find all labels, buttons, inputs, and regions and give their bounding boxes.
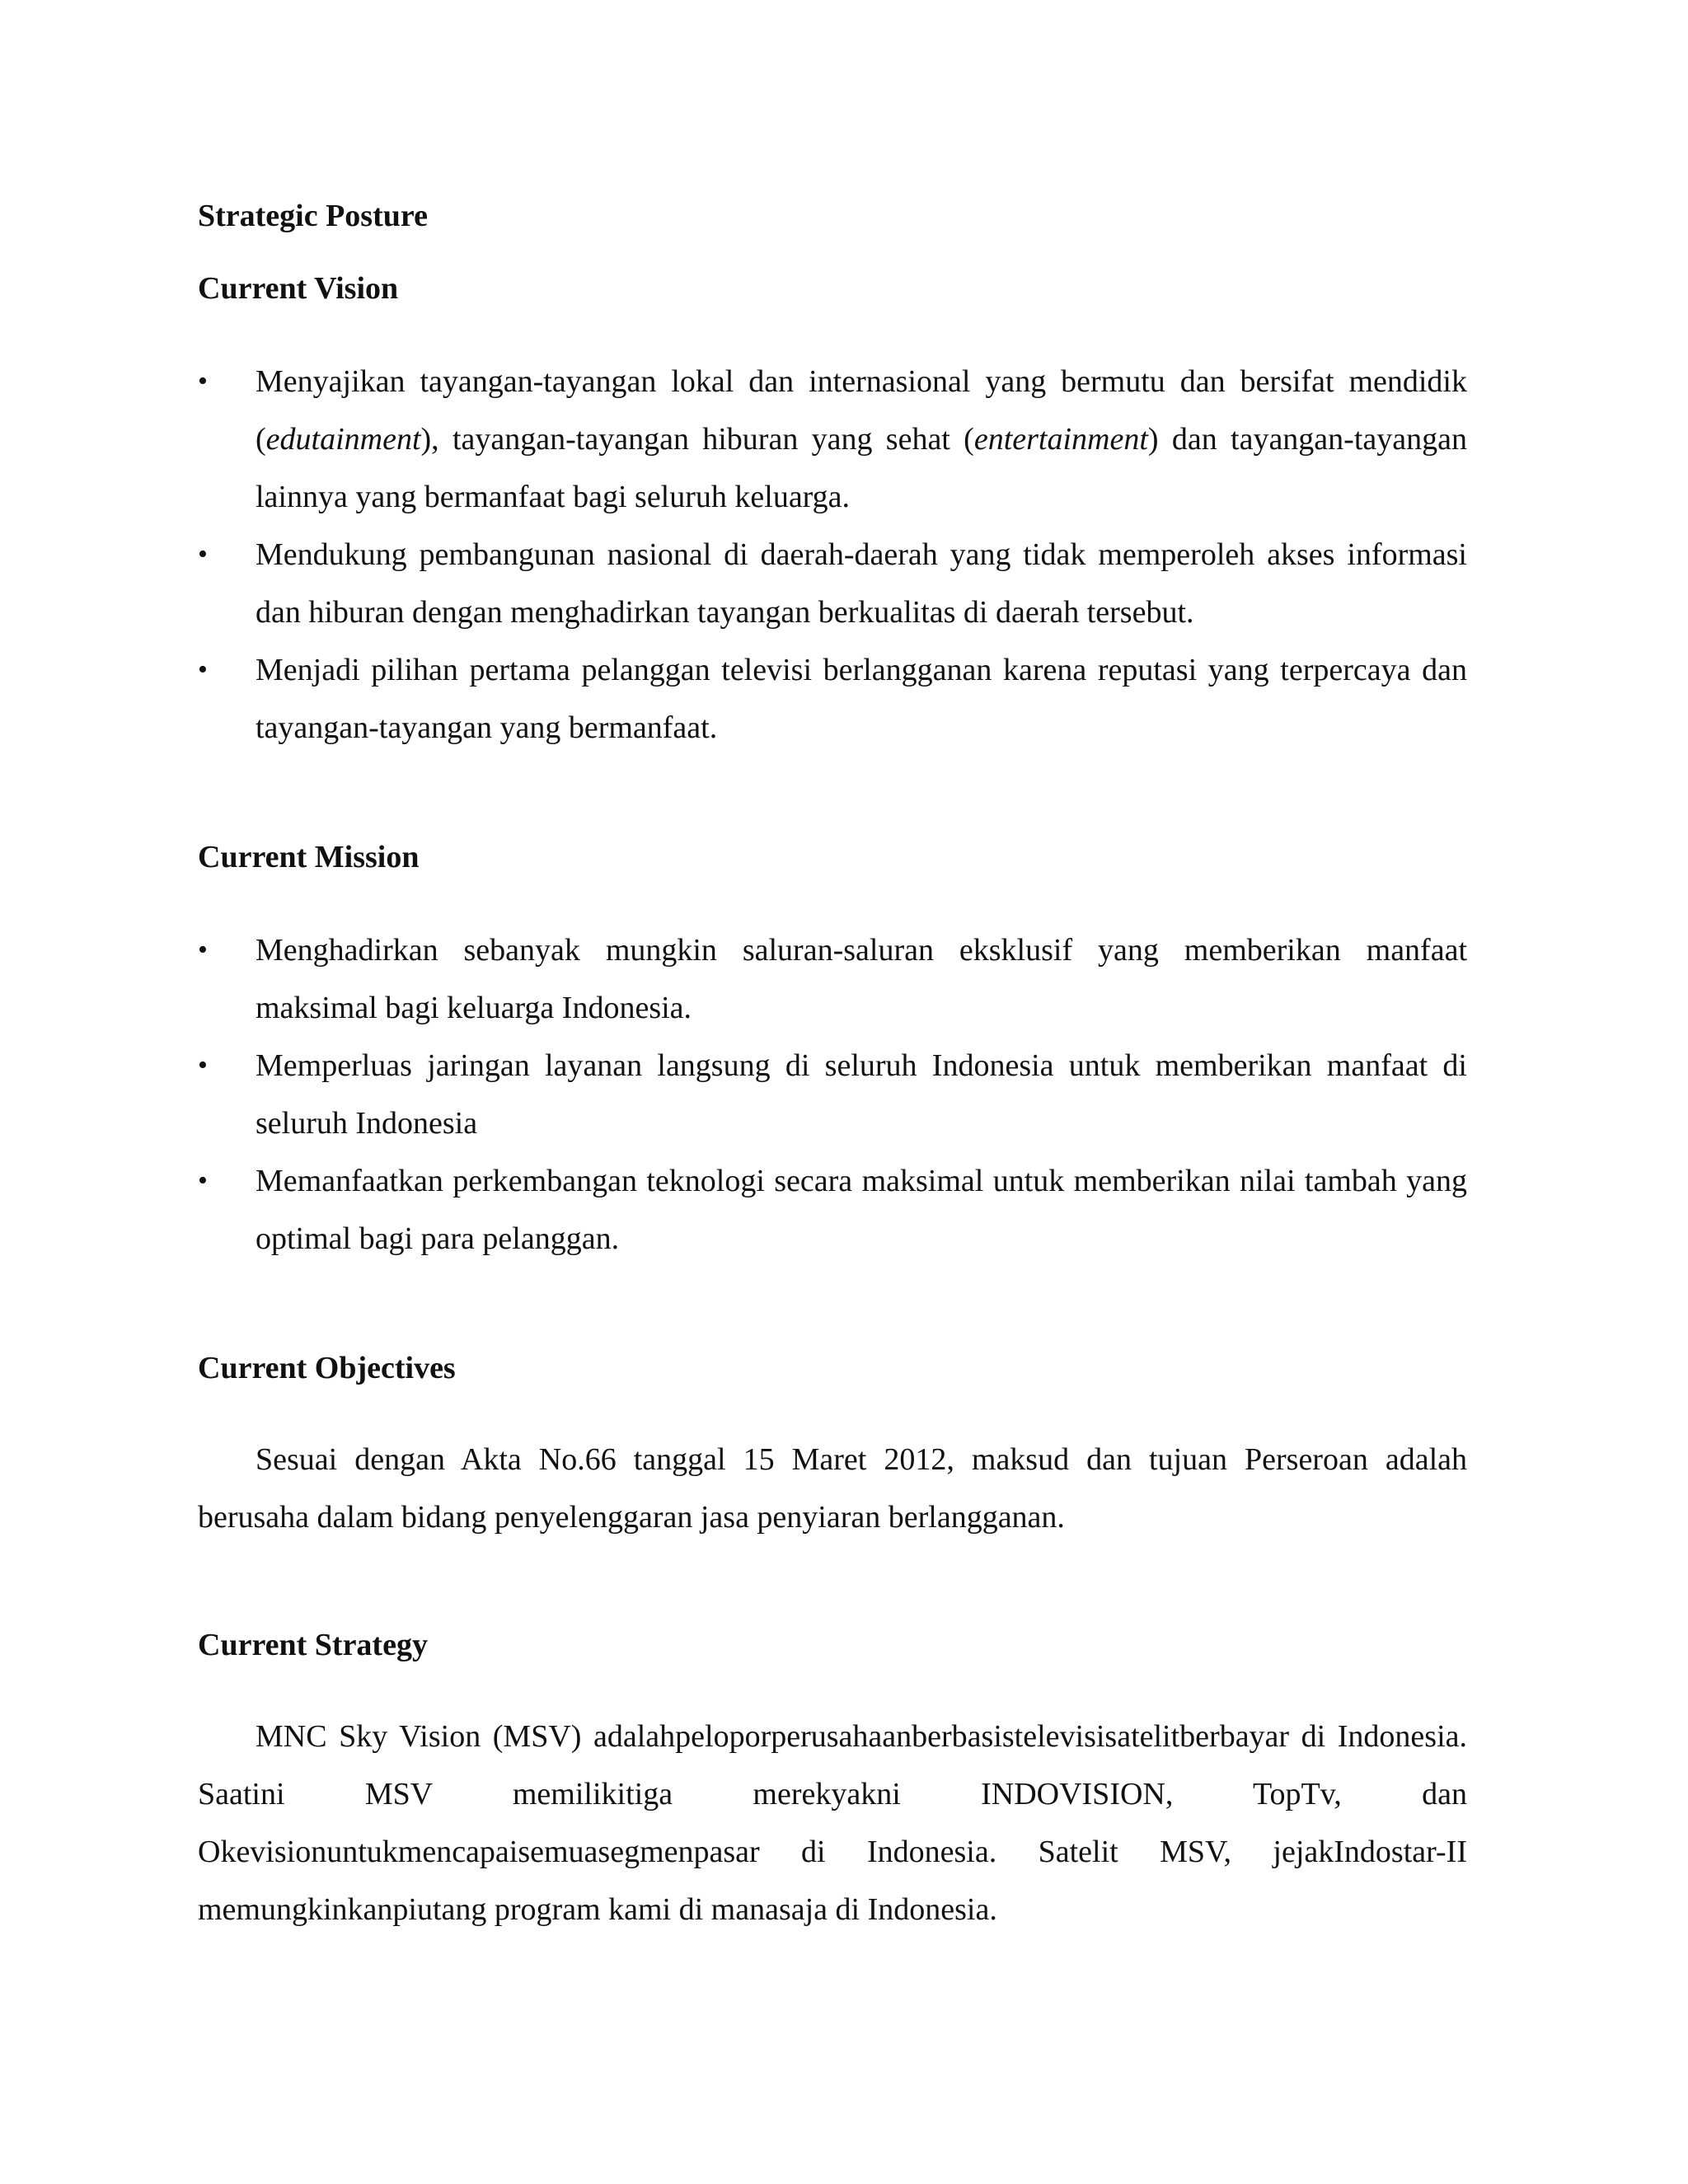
- vision-list: [198, 353, 1467, 757]
- bullet-icon: •: [198, 366, 208, 396]
- objectives-text: Sesuai dengan Akta No.66 tanggal 15 Maret 2012, maksud dan tujuan Perseroan adalah berusaha dalam bidang penyelenggaran jasa penyiaran berlangganan.: [198, 1442, 1467, 1535]
- bullet-icon: •: [198, 539, 208, 569]
- mission-heading: Current Mission: [198, 840, 420, 874]
- list-item: • Mendukung pembangunan nasional di daerah-daerah yang tidak memperoleh akses informasi dan hiburan dengan menghadirkan tayangan berkualitas di daerah tersebut.: [198, 526, 1467, 641]
- list-item: • Menghadirkan sebanyak mungkin saluran-saluran eksklusif yang memberikan manfaat maksimal bagi keluarga Indonesia.: [198, 921, 1467, 1037]
- page-title: Strategic Posture: [198, 199, 428, 233]
- bullet-icon: •: [198, 1165, 208, 1196]
- bullet-icon: •: [198, 1050, 208, 1080]
- list-item: • Memperluas jaringan layanan langsung di seluruh Indonesia untuk memberikan manfaat di seluruh Indonesia: [198, 1037, 1467, 1152]
- list-item: • Memanfaatkan perkembangan teknologi secara maksimal untuk memberikan nilai tambah yang optimal bagi para pelanggan.: [198, 1152, 1467, 1268]
- strategy-heading: Current Strategy: [198, 1628, 428, 1662]
- bullet-icon: •: [198, 935, 208, 965]
- list-item: • Menyajikan tayangan-tayangan lokal dan internasional yang bermutu dan bersifat mendidik (edutainment), tayangan-tayangan hiburan yang sehat (entertainment) dan tayangan-tayangan lainnya yang bermanfaat bagi seluruh keluarga.: [198, 353, 1467, 526]
- mission-list: [198, 921, 1467, 1268]
- vision-heading: Current Vision: [198, 271, 399, 306]
- bullet-icon: •: [198, 654, 208, 685]
- strategy-text: MNC Sky Vision (MSV) adalahpeloporperusahaanberbasistelevisisatelitberbayar di Indonesia. Saatini MSV memilikitiga merekyakni INDOVISION, TopTv, dan Okevisionuntukmencapaisemuasegmenpasar di Indonesia. Satelit MSV, jejakIndostar-II memungkinkanpiutang program kami di manasaja di Indonesia.: [198, 1719, 1467, 1927]
- document-page: [198, 0, 1467, 2184]
- objectives-heading: Current Objectives: [198, 1351, 456, 1385]
- list-item: • Menjadi pilihan pertama pelanggan televisi berlangganan karena reputasi yang terpercaya dan tayangan-tayangan yang bermanfaat.: [198, 641, 1467, 757]
